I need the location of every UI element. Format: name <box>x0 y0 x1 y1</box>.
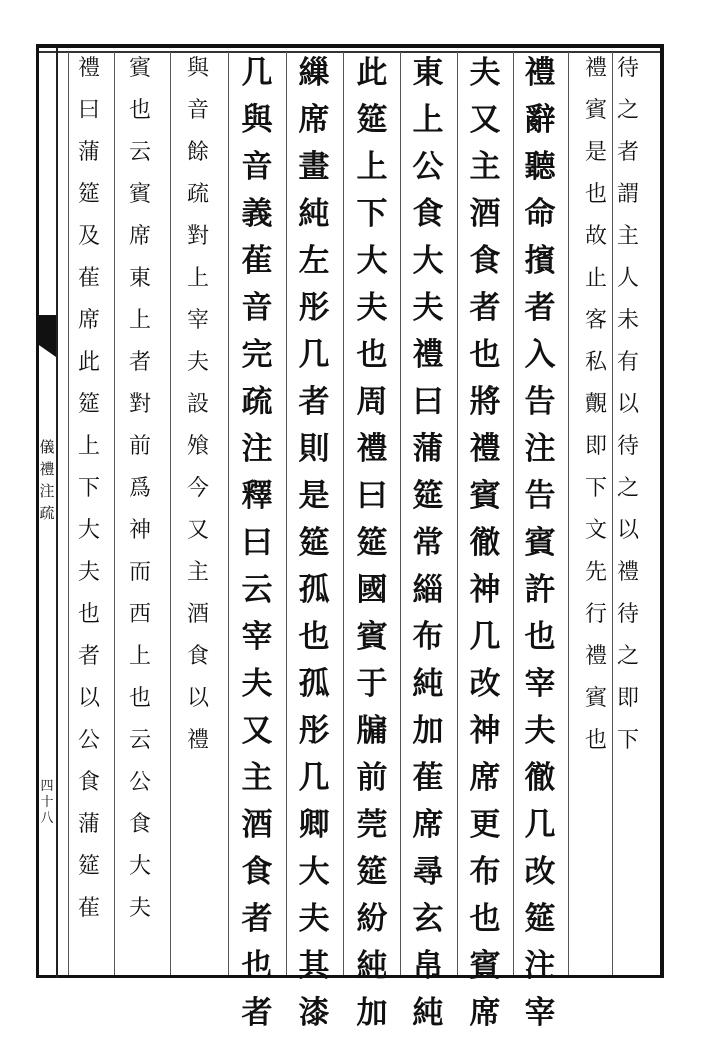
character: 賓 <box>469 948 501 984</box>
character: 公 <box>77 728 100 753</box>
character: 者 <box>469 290 501 326</box>
character: 布 <box>469 854 501 890</box>
column-rule <box>568 52 569 975</box>
character: 莞 <box>356 807 388 843</box>
character: 者 <box>524 290 556 326</box>
column-rule <box>343 52 344 975</box>
character: 萑 <box>77 266 100 291</box>
text-column <box>235 55 279 1045</box>
character: 夫 <box>241 666 273 702</box>
character: 則 <box>298 431 330 467</box>
character: 注 <box>524 948 556 984</box>
right-border <box>660 44 664 978</box>
character: 筵 <box>77 182 100 207</box>
character: 命 <box>524 196 556 232</box>
text-column <box>463 55 507 1045</box>
character: 音 <box>241 290 273 326</box>
character: 止 <box>584 266 607 291</box>
character: 酒 <box>186 602 209 627</box>
character: 飧 <box>186 434 209 459</box>
character: 常 <box>412 525 444 561</box>
character: 改 <box>524 854 556 890</box>
character: 筵 <box>356 102 388 138</box>
character: 夫 <box>356 290 388 326</box>
character: 東 <box>128 266 151 291</box>
character: 加 <box>356 995 388 1031</box>
top-border <box>36 44 664 48</box>
character: 及 <box>77 224 100 249</box>
character: 卿 <box>298 807 330 843</box>
character: 夫 <box>186 350 209 375</box>
character: 几 <box>469 619 501 655</box>
character: 將 <box>469 384 501 420</box>
character: 禮 <box>39 460 55 478</box>
spine-title <box>38 440 56 528</box>
character: 曰 <box>77 98 100 123</box>
character: 注 <box>39 482 55 500</box>
character: 文 <box>584 518 607 543</box>
character: 四 <box>40 779 54 794</box>
text-column <box>176 58 220 772</box>
character: 又 <box>186 518 209 543</box>
character: 漆 <box>298 995 330 1031</box>
character: 辭 <box>524 102 556 138</box>
character: 入 <box>524 337 556 373</box>
character: 此 <box>77 350 100 375</box>
character: 釋 <box>241 478 273 514</box>
character: 賓 <box>128 182 151 207</box>
character: 賓 <box>356 619 388 655</box>
character: 上 <box>128 308 151 333</box>
character: 夫 <box>412 290 444 326</box>
text-column <box>518 55 562 1045</box>
character: 酒 <box>469 196 501 232</box>
character: 食 <box>412 196 444 232</box>
character: 即 <box>584 434 607 459</box>
character: 者 <box>241 901 273 937</box>
character: 布 <box>412 619 444 655</box>
character: 玄 <box>412 901 444 937</box>
character: 緇 <box>412 572 444 608</box>
character: 今 <box>186 476 209 501</box>
character: 音 <box>241 149 273 185</box>
character: 周 <box>356 384 388 420</box>
character: 先 <box>584 560 607 585</box>
character: 是 <box>298 478 330 514</box>
character: 前 <box>356 760 388 796</box>
character: 之 <box>616 98 639 123</box>
character: 告 <box>524 384 556 420</box>
character: 畫 <box>298 149 330 185</box>
character: 加 <box>412 713 444 749</box>
column-rule <box>400 52 401 975</box>
column-rule <box>114 52 115 975</box>
column-rule <box>170 52 171 975</box>
character: 徹 <box>524 760 556 796</box>
text-column <box>67 58 111 940</box>
character: 禮 <box>616 560 639 585</box>
fish-tail-mark <box>38 315 56 357</box>
character: 公 <box>128 770 151 795</box>
character: 音 <box>186 98 209 123</box>
character: 爲 <box>128 476 151 501</box>
character: 云 <box>241 572 273 608</box>
character: 筵 <box>298 525 330 561</box>
character: 東 <box>412 55 444 91</box>
character: 几 <box>524 807 556 843</box>
character: 食 <box>469 243 501 279</box>
character: 未 <box>616 308 639 333</box>
character: 神 <box>128 518 151 543</box>
character: 于 <box>356 666 388 702</box>
character: 萑 <box>412 760 444 796</box>
character: 上 <box>412 102 444 138</box>
text-column <box>118 58 162 940</box>
character: 告 <box>524 478 556 514</box>
character: 之 <box>616 476 639 501</box>
text-column <box>350 55 394 1045</box>
character: 神 <box>469 572 501 608</box>
column-rule <box>228 52 229 975</box>
character: 主 <box>469 149 501 185</box>
character: 者 <box>128 350 151 375</box>
character: 西 <box>128 602 151 627</box>
character: 疏 <box>186 182 209 207</box>
character: 待 <box>616 602 639 627</box>
character: 禮 <box>356 431 388 467</box>
character: 牖 <box>356 713 388 749</box>
character: 也 <box>584 728 607 753</box>
column-rule <box>513 52 514 975</box>
character: 禮 <box>412 337 444 373</box>
character: 許 <box>524 572 556 608</box>
character: 儀 <box>39 438 55 456</box>
character: 謂 <box>616 182 639 207</box>
character: 徹 <box>469 525 501 561</box>
character: 義 <box>241 196 273 232</box>
character: 曰 <box>356 478 388 514</box>
character: 宰 <box>524 666 556 702</box>
character: 紛 <box>356 901 388 937</box>
character: 席 <box>298 102 330 138</box>
character: 食 <box>186 644 209 669</box>
column-rule <box>457 52 458 975</box>
margin-rule <box>56 48 58 978</box>
text-column <box>406 55 450 1045</box>
character: 也 <box>356 337 388 373</box>
character: 几 <box>298 337 330 373</box>
character: 大 <box>77 518 100 543</box>
character: 即 <box>616 686 639 711</box>
character: 以 <box>616 392 639 417</box>
character: 禮 <box>77 56 100 81</box>
character: 曰 <box>241 525 273 561</box>
character: 上 <box>356 149 388 185</box>
character: 筵 <box>356 854 388 890</box>
character: 賓 <box>584 686 607 711</box>
character: 改 <box>469 666 501 702</box>
character: 之 <box>616 644 639 669</box>
character: 八 <box>40 811 54 826</box>
character: 云 <box>128 728 151 753</box>
character: 純 <box>412 995 444 1031</box>
character: 席 <box>469 995 501 1031</box>
character: 國 <box>356 572 388 608</box>
character: 完 <box>241 337 273 373</box>
character: 此 <box>356 55 388 91</box>
character: 覿 <box>584 392 607 417</box>
character: 待 <box>616 56 639 81</box>
character: 賓 <box>469 478 501 514</box>
character: 有 <box>616 350 639 375</box>
character: 疏 <box>241 384 273 420</box>
character: 几 <box>241 55 273 91</box>
character: 賓 <box>584 98 607 123</box>
character: 與 <box>241 102 273 138</box>
character: 筵 <box>524 901 556 937</box>
character: 主 <box>616 224 639 249</box>
character: 擯 <box>524 243 556 279</box>
character: 也 <box>469 901 501 937</box>
character: 者 <box>298 384 330 420</box>
character: 疏 <box>39 504 55 522</box>
character: 注 <box>241 431 273 467</box>
character: 神 <box>469 713 501 749</box>
character: 萑 <box>241 243 273 279</box>
character: 云 <box>128 140 151 165</box>
character: 主 <box>241 760 273 796</box>
character: 筵 <box>77 854 100 879</box>
column-rule <box>68 52 69 975</box>
character: 以 <box>186 686 209 711</box>
character: 席 <box>77 308 100 333</box>
character: 行 <box>584 602 607 627</box>
character: 禮 <box>524 55 556 91</box>
character: 注 <box>524 431 556 467</box>
character: 私 <box>584 350 607 375</box>
character: 席 <box>128 224 151 249</box>
character: 者 <box>77 644 100 669</box>
character: 以 <box>77 686 100 711</box>
character: 席 <box>469 760 501 796</box>
character: 大 <box>128 854 151 879</box>
character: 萑 <box>77 896 100 921</box>
character: 是 <box>584 140 607 165</box>
character: 純 <box>356 948 388 984</box>
character: 餘 <box>186 140 209 165</box>
character: 設 <box>186 392 209 417</box>
character: 蒲 <box>77 812 100 837</box>
character: 前 <box>128 434 151 459</box>
character: 彤 <box>298 713 330 749</box>
character: 待 <box>616 434 639 459</box>
character: 席 <box>412 807 444 843</box>
character: 大 <box>298 854 330 890</box>
character: 也 <box>524 619 556 655</box>
character: 聽 <box>524 149 556 185</box>
character: 下 <box>77 476 100 501</box>
character: 而 <box>128 560 151 585</box>
character: 對 <box>186 224 209 249</box>
character: 者 <box>241 995 273 1031</box>
character: 賓 <box>524 525 556 561</box>
character: 筵 <box>412 478 444 514</box>
character: 曰 <box>412 384 444 420</box>
character: 更 <box>469 807 501 843</box>
character: 也 <box>469 337 501 373</box>
character: 蒲 <box>412 431 444 467</box>
character: 純 <box>412 666 444 702</box>
character: 主 <box>186 560 209 585</box>
character: 蒲 <box>77 140 100 165</box>
character: 夫 <box>469 55 501 91</box>
character: 純 <box>298 196 330 232</box>
character: 夫 <box>524 713 556 749</box>
character: 上 <box>186 266 209 291</box>
character: 夫 <box>128 896 151 921</box>
character: 筵 <box>356 525 388 561</box>
character: 也 <box>77 602 100 627</box>
character: 宰 <box>186 308 209 333</box>
character: 也 <box>584 182 607 207</box>
column-rule <box>612 52 613 975</box>
character: 孤 <box>298 666 330 702</box>
character: 又 <box>241 713 273 749</box>
character: 大 <box>412 243 444 279</box>
character: 下 <box>356 196 388 232</box>
character: 其 <box>298 948 330 984</box>
character: 食 <box>241 854 273 890</box>
top-border-inner <box>36 51 664 53</box>
character: 禮 <box>186 728 209 753</box>
character: 几 <box>298 760 330 796</box>
character: 十 <box>40 795 54 810</box>
character: 也 <box>128 686 151 711</box>
character: 也 <box>298 619 330 655</box>
character: 食 <box>128 812 151 837</box>
character: 故 <box>584 224 607 249</box>
text-column <box>292 55 336 1045</box>
character: 彤 <box>298 290 330 326</box>
character: 尋 <box>412 854 444 890</box>
character: 禮 <box>584 56 607 81</box>
character: 也 <box>128 98 151 123</box>
character: 夫 <box>77 560 100 585</box>
character: 公 <box>412 149 444 185</box>
character: 大 <box>356 243 388 279</box>
column-rule <box>286 52 287 975</box>
page-number <box>38 780 56 828</box>
character: 又 <box>469 102 501 138</box>
character: 人 <box>616 266 639 291</box>
character: 禮 <box>469 431 501 467</box>
character: 帛 <box>412 948 444 984</box>
character: 上 <box>128 644 151 669</box>
character: 也 <box>241 948 273 984</box>
character: 宰 <box>524 995 556 1031</box>
character: 下 <box>584 476 607 501</box>
character: 上 <box>77 434 100 459</box>
character: 宰 <box>241 619 273 655</box>
character: 以 <box>616 518 639 543</box>
character: 客 <box>584 308 607 333</box>
character: 者 <box>616 140 639 165</box>
character: 對 <box>128 392 151 417</box>
character: 賓 <box>128 56 151 81</box>
character: 酒 <box>241 807 273 843</box>
character: 左 <box>298 243 330 279</box>
character: 孤 <box>298 572 330 608</box>
character: 食 <box>77 770 100 795</box>
character: 禮 <box>584 644 607 669</box>
character: 下 <box>616 728 639 753</box>
character: 與 <box>186 56 209 81</box>
character: 筵 <box>77 392 100 417</box>
character: 夫 <box>298 901 330 937</box>
character: 繅 <box>298 55 330 91</box>
